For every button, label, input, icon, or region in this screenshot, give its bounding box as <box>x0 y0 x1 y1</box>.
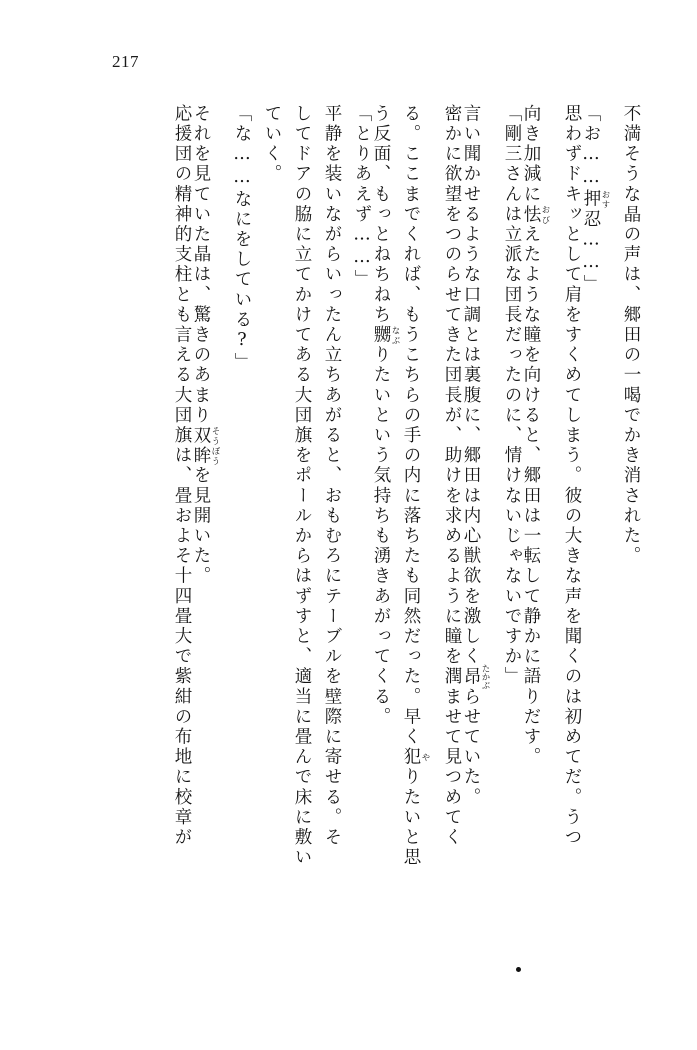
text-column: う反面、もっとねちねち嬲 なぶりたいという気持ちも湧きあがってくる。 <box>371 104 400 728</box>
ruby-text: 押 おす <box>581 189 610 210</box>
text-column: ていく。 <box>262 104 282 185</box>
ruby-text: 双眸 そうぼう <box>191 425 220 466</box>
text-column: 「とりあえず……」 <box>352 104 372 290</box>
ruby-text: 嬲 なぶ <box>371 325 400 346</box>
ruby-text: 晶 <box>621 204 641 225</box>
text-column: 「剛三さんは立派な団長だったのに、情けないじゃないですか」 <box>502 104 522 687</box>
text-column: 平静を装いながらいったん立ちあがると、おもむろにテーブルを壁際に寄せる。そ <box>322 104 342 848</box>
text-column: それを見ていた晶は、驚きのあまり双眸 そうぼうを見開いた。 <box>191 104 220 587</box>
ruby-text: 犯 や <box>401 747 430 768</box>
text-column: 密かに欲望をつのらせてきた団長が、助けを求めるように瞳を潤ませて見つめてく <box>442 104 462 848</box>
text-column: 言い聞かせるような口調とは裏腹に、郷田は内心獣欲を激しく昂 たかぶらせていた。 <box>461 104 490 808</box>
ruby-text: 怯 おび <box>521 204 550 225</box>
vertical-text-block <box>60 104 640 944</box>
text-column: 応援団の精神的支柱とも言える大団旗は、畳およそ十四畳大で紫紺の布地に校章が <box>172 104 192 848</box>
page-number: 217 <box>112 52 139 71</box>
text-column: る。ここまでくれば、もうこちらの手の内に落ちたも同然だった。早く犯 やりたいと思 <box>401 104 430 868</box>
page-bottom-mark <box>516 967 521 972</box>
text-column: してドアの脇に立てかけてある大団旗をポールからはずすと、適当に畳んで床に敷い <box>292 104 312 868</box>
text-column: 「お……押 おす忍……」 <box>581 104 610 295</box>
text-column: 「な……なにをしている?」 <box>232 104 252 373</box>
text-column: 思わずドキッとして肩をすくめてしまう。彼の大きな声を聞くのは初めてだ。うつ <box>562 104 582 848</box>
text-column: 不満そうな晶の声は、郷田の一喝でかき消された。 <box>621 104 641 567</box>
ruby-text: 昂 たかぶ <box>461 664 490 690</box>
text-column: 向き加減に怯 おびえたような瞳を向けると、郷田は一転して静かに語りだす。 <box>521 104 550 768</box>
